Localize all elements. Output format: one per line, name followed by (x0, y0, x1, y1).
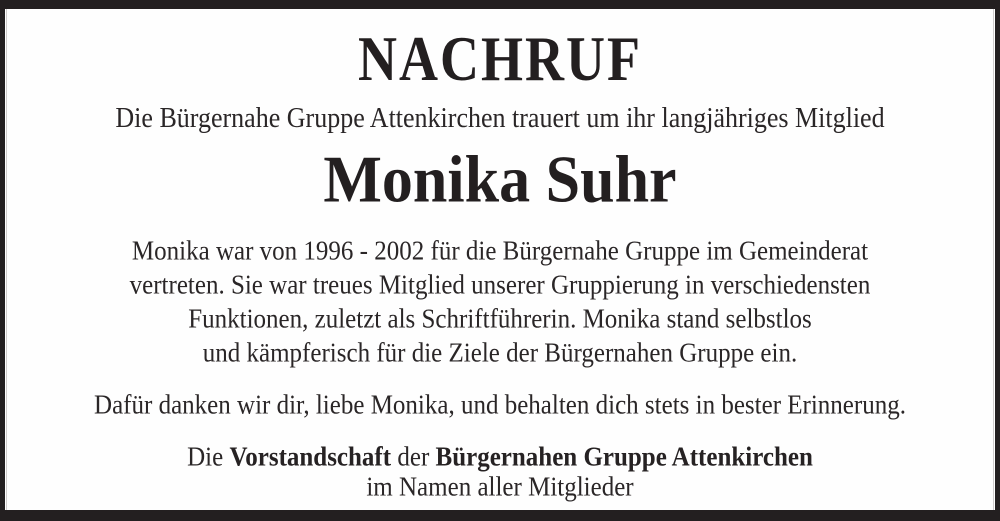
signature-subline: im Namen aller Mitglieder (366, 472, 634, 503)
body-line-4: und kämpferisch für die Ziele der Bürgernahen Gruppe ein. (202, 338, 798, 369)
signature-middle: der (391, 442, 436, 473)
body-line-1: Monika war von 1996 - 2002 für die Bürgernahe Gruppe im Gemeinderat (131, 236, 869, 267)
frame-inner-line-right (993, 9, 994, 510)
deceased-name: Monika Suhr (323, 143, 677, 217)
signature-org-role: Vorstandschaft (229, 442, 392, 473)
body-line-2: vertreten. Sie war treues Mitglied unserer Gruppierung in verschiedensten (129, 270, 871, 301)
frame-bottom-border (0, 510, 1000, 521)
body-line-3: Funktionen, zuletzt als Schriftführerin. Monika stand selbstlos (188, 304, 812, 335)
frame-top-border (0, 0, 1000, 9)
signature-prefix: Die (187, 442, 230, 473)
notice-subtitle: Die Bürgernahe Gruppe Attenkirchen trauert um ihr langjähriges Mitglied (115, 101, 885, 134)
notice-title: NACHRUF (358, 23, 642, 95)
signature-org-name: Bürgernahen Gruppe Attenkirchen (435, 442, 813, 473)
frame-right-border (995, 0, 1000, 521)
frame-left-border (0, 0, 5, 521)
notice-content (7, 9, 993, 510)
signature-line (7, 442, 993, 475)
thanks-line: Dafür danken wir dir, liebe Monika, und behalten dich stets in bester Erinnerung. (94, 390, 906, 421)
notice-body (7, 235, 993, 371)
frame-inner-line-left (6, 9, 7, 510)
